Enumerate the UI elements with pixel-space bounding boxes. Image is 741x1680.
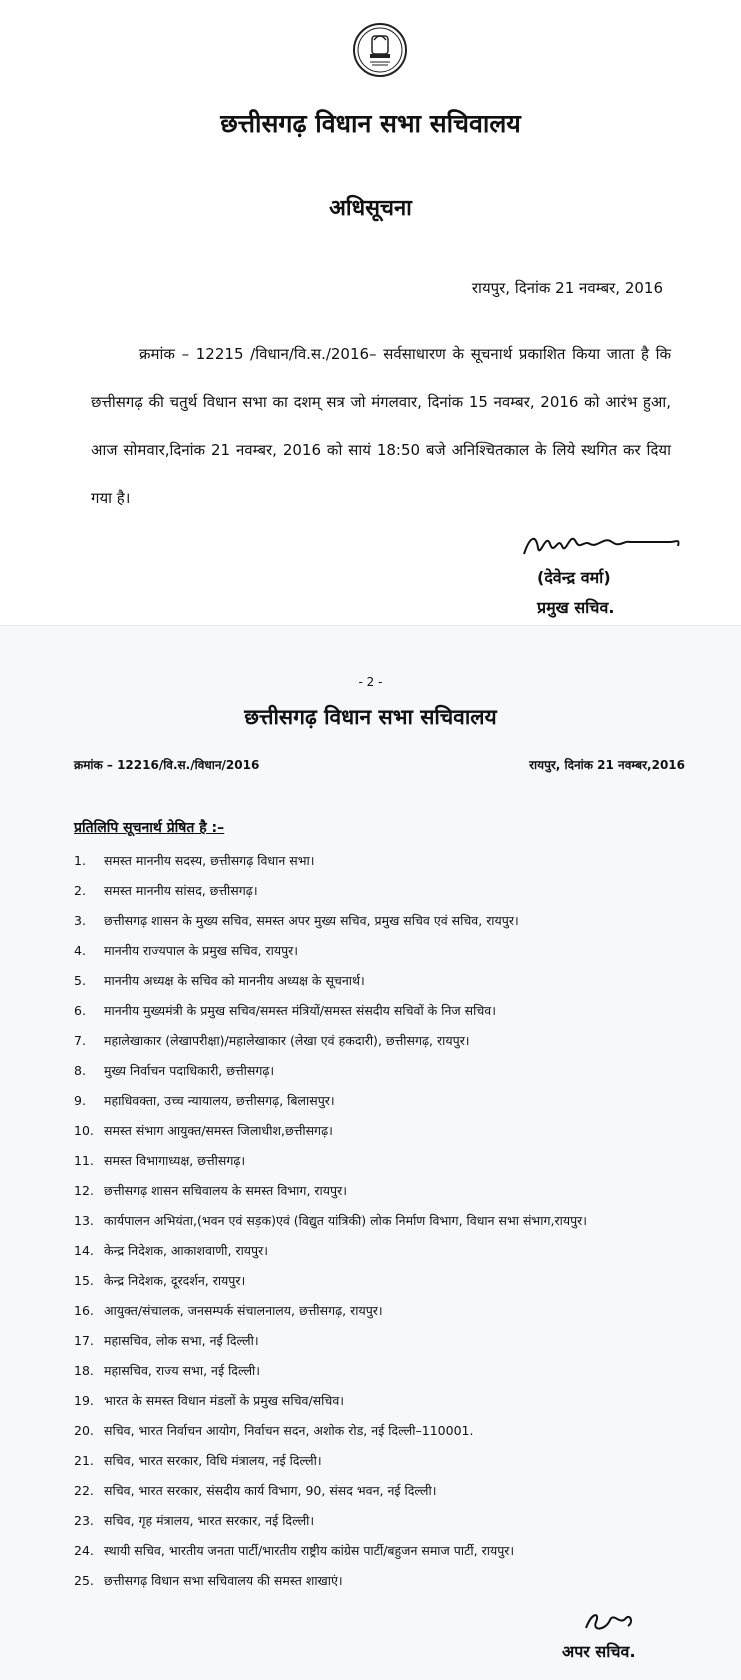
list-item: [74, 1056, 714, 1086]
list-item-text: केन्द्र निदेशक, दूरदर्शन, रायपुर।: [104, 1273, 246, 1288]
office-title: छत्तीसगढ़ विधान सभा सचिवालय: [220, 109, 521, 138]
list-item-text: छत्तीसगढ़ शासन के मुख्य सचिव, समस्त अपर मुख्य सचिव, प्रमुख सचिव एवं सचिव, रायपुर।: [104, 913, 519, 928]
list-item: [74, 1236, 714, 1266]
list-item: [74, 1086, 714, 1116]
list-item-text: समस्त विभागाध्यक्ष, छत्तीसगढ़।: [104, 1153, 246, 1168]
list-item: [74, 1026, 714, 1056]
list-item-text: सचिव, भारत निर्वाचन आयोग, निर्वाचन सदन, अशोक रोड, नई दिल्ली–110001.: [104, 1423, 474, 1438]
list-item-text: सचिव, भारत सरकार, विधि मंत्रालय, नई दिल्ली।: [104, 1453, 322, 1468]
list-item-number: 23.: [74, 1513, 94, 1528]
list-item-number: 24.: [74, 1543, 94, 1558]
list-item: [74, 1566, 714, 1596]
list-item-text: सचिव, गृह मंत्रालय, भारत सरकार, नई दिल्ली।: [104, 1513, 315, 1528]
list-item: [74, 1506, 714, 1536]
list-item: [74, 1146, 714, 1176]
list-item: [74, 1326, 714, 1356]
list-item-number: 7.: [74, 1033, 86, 1048]
list-item-number: 4.: [74, 943, 86, 958]
list-item-number: 14.: [74, 1243, 94, 1258]
notification-heading: अधिसूचना: [329, 196, 412, 221]
list-item-number: 20.: [74, 1423, 94, 1438]
list-item-number: 10.: [74, 1123, 94, 1138]
signer-title: प्रमुख सचिव.: [537, 598, 615, 617]
office-title-2: छत्तीसगढ़ विधान सभा सचिवालय: [244, 705, 497, 729]
state-emblem-seal-icon: [352, 22, 408, 78]
list-item-number: 1.: [74, 853, 86, 868]
list-item-text: मुख्य निर्वाचन पदाधिकारी, छत्तीसगढ़।: [104, 1063, 275, 1078]
list-item-number: 3.: [74, 913, 86, 928]
list-item-text: महालेखाकार (लेखापरीक्षा)/महालेखाकार (लेखा एवं हकदारी), छत्तीसगढ़, रायपुर।: [104, 1033, 470, 1048]
list-item-text: छत्तीसगढ़ शासन सचिवालय के समस्त विभाग, रायपुर।: [104, 1183, 347, 1198]
list-item-text: छत्तीसगढ़ विधान सभा सचिवालय की समस्त शाखाएं।: [104, 1573, 343, 1588]
list-item-number: 17.: [74, 1333, 94, 1348]
list-item: [74, 1356, 714, 1386]
list-item-text: माननीय राज्यपाल के प्रमुख सचिव, रायपुर।: [104, 943, 299, 958]
list-item-text: कार्यपालन अभियंता,(भवन एवं सड़क)एवं (विद्युत यांत्रिकी) लोक निर्माण विभाग, विधान सभा संभाग,रायपुर।: [104, 1213, 588, 1228]
list-item: [74, 1386, 714, 1416]
list-item-text: माननीय अध्यक्ष के सचिव को माननीय अध्यक्ष के सूचनार्थ।: [104, 973, 365, 988]
list-item-text: भारत के समस्त विधान मंडलों के प्रमुख सचिव/सचिव।: [104, 1393, 345, 1408]
list-item-number: 12.: [74, 1183, 94, 1198]
list-item: [74, 876, 714, 906]
list-item: [74, 1176, 714, 1206]
list-item: [74, 1536, 714, 1566]
list-item-number: 2.: [74, 883, 86, 898]
list-item-number: 8.: [74, 1063, 86, 1078]
list-item-text: सचिव, भारत सरकार, संसदीय कार्य विभाग, 90, संसद भवन, नई दिल्ली।: [104, 1483, 437, 1498]
list-item: [74, 1266, 714, 1296]
list-item-number: 13.: [74, 1213, 94, 1228]
list-item: [74, 996, 714, 1026]
list-item-number: 18.: [74, 1363, 94, 1378]
list-item-number: 5.: [74, 973, 86, 988]
list-item: [74, 1416, 714, 1446]
distribution-list: [74, 846, 714, 1596]
signer-name: (देवेन्द्र वर्मा): [537, 568, 611, 587]
notification-page: [0, 0, 741, 625]
list-item-text: केन्द्र निदेशक, आकाशवाणी, रायपुर।: [104, 1243, 269, 1258]
list-item-text: समस्त माननीय सदस्य, छत्तीसगढ़ विधान सभा।: [104, 853, 315, 868]
list-item: [74, 1476, 714, 1506]
list-item-text: महासचिव, लोक सभा, नई दिल्ली।: [104, 1333, 259, 1348]
list-item: [74, 966, 714, 996]
list-item-number: 19.: [74, 1393, 94, 1408]
list-item-number: 15.: [74, 1273, 94, 1288]
list-item-text: महासचिव, राज्य सभा, नई दिल्ली।: [104, 1363, 261, 1378]
list-item-number: 16.: [74, 1303, 94, 1318]
copy-dateline: रायपुर, दिनांक 21 नवम्बर,2016: [529, 758, 685, 772]
notification-body: क्रमांक – 12215 /विधान/वि.स./2016– सर्वसाधारण के सूचनार्थ प्रकाशित किया जाता है कि छत्तीसगढ़ की चतुर्थ विधान सभा का दशम् सत्र जो मंगलवार, दिनांक 15 नवम्बर, 2016 को आरंभ हुआ, आज सोमवार,दिनांक 21 नवम्बर, 2016 को सायं 18:50 बजे अनिश्चितकाल के लिये स्थगित कर दिया गया है।: [91, 345, 671, 507]
list-item-number: 25.: [74, 1573, 94, 1588]
notification-dateline: रायपुर, दिनांक 21 नवम्बर, 2016: [471, 279, 663, 297]
list-item-text: समस्त माननीय सांसद, छत्तीसगढ़।: [104, 883, 258, 898]
initials-signature-image: [580, 1608, 640, 1636]
list-item-number: 6.: [74, 1003, 86, 1018]
list-item: [74, 1116, 714, 1146]
list-item-text: महाधिवक्ता, उच्च न्यायालय, छत्तीसगढ़, बिलासपुर।: [104, 1093, 335, 1108]
list-item-text: स्थायी सचिव, भारतीय जनता पार्टी/भारतीय राष्ट्रीय कांग्रेस पार्टी/बहुजन समाज पार्टी, रायपुर।: [104, 1543, 515, 1558]
list-item: [74, 1446, 714, 1476]
list-item-number: 22.: [74, 1483, 94, 1498]
page-number: - 2 -: [358, 675, 383, 689]
list-item-number: 9.: [74, 1093, 86, 1108]
list-item: [74, 1296, 714, 1326]
list-item: [74, 906, 714, 936]
reference-number: क्रमांक – 12216/वि.स./विधान/2016: [74, 758, 260, 772]
copy-heading: प्रतिलिपि सूचनार्थ प्रेषित है :–: [74, 820, 225, 836]
additional-secretary-title: अपर सचिव.: [562, 1642, 636, 1661]
list-item: [74, 846, 714, 876]
list-item-text: माननीय मुख्यमंत्री के प्रमुख सचिव/समस्त मंत्रियों/समस्त संसदीय सचिवों के निज सचिव।: [104, 1003, 496, 1018]
list-item-text: आयुक्त/संचालक, जनसम्पर्क संचालनालय, छत्तीसगढ़, रायपुर।: [104, 1303, 383, 1318]
list-item-number: 11.: [74, 1153, 94, 1168]
signature-image: [520, 526, 700, 560]
list-item-text: समस्त संभाग आयुक्त/समस्त जिलाधीश,छत्तीसगढ़।: [104, 1123, 333, 1138]
list-item: [74, 936, 714, 966]
list-item: [74, 1206, 714, 1236]
list-item-number: 21.: [74, 1453, 94, 1468]
